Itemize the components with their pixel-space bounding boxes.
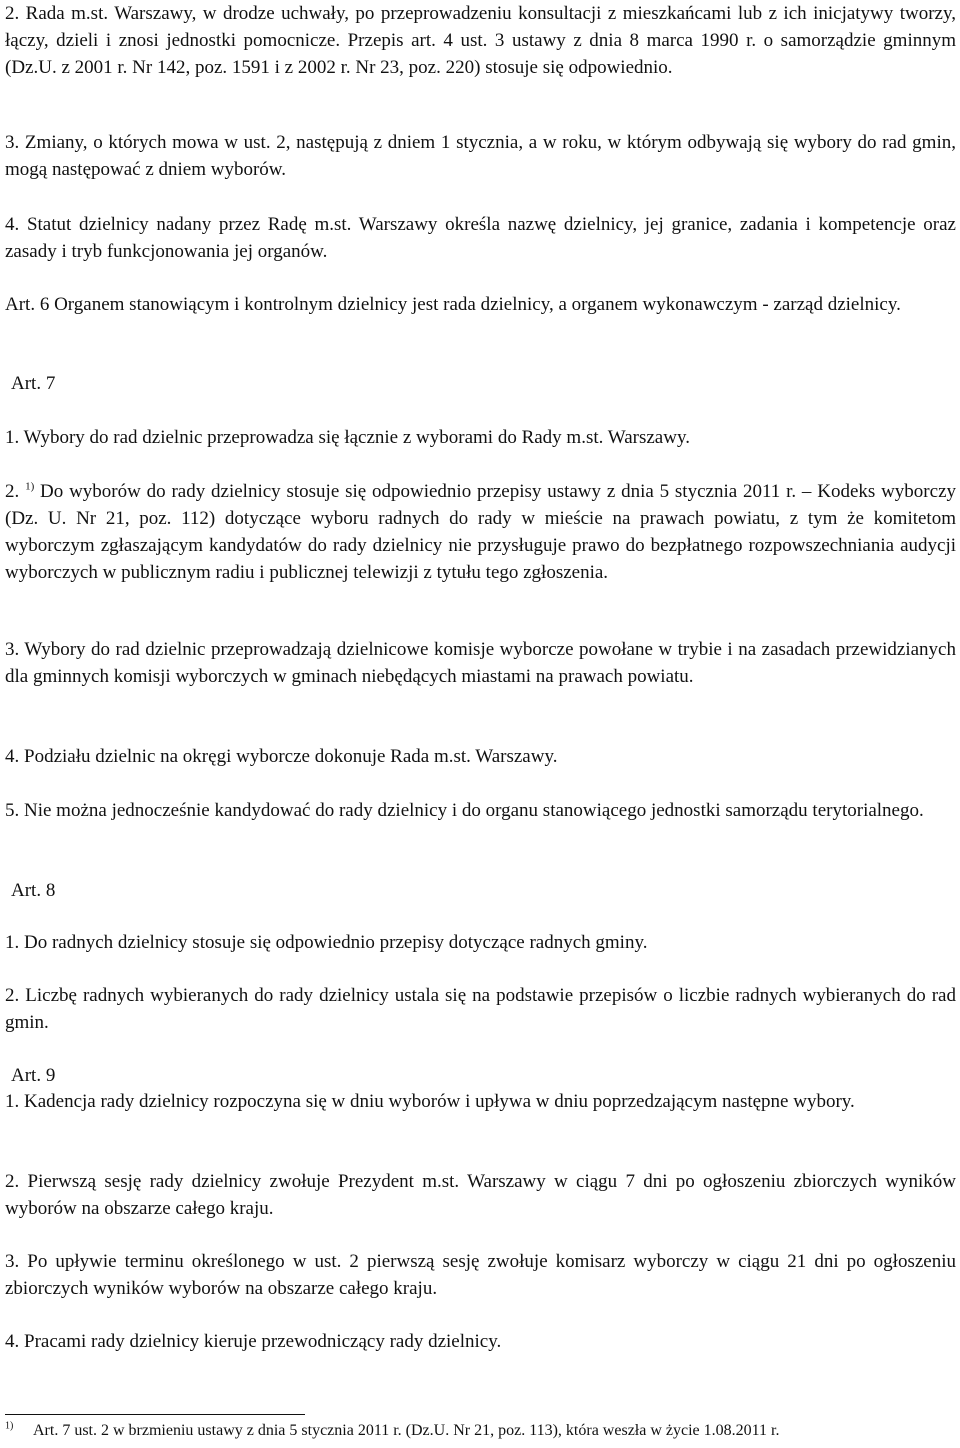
article-9-par-2: 2. Pierwszą sesję rady dzielnicy zwołuje Prezydent m.st. Warszawy w ciągu 7 dni po ogłoszeniu zbiorczych wyników wyborów na obszarze całego kraju. <box>5 1171 956 1219</box>
paragraph-3: 3. Zmiany, o których mowa w ust. 2, następują z dniem 1 stycznia, a w roku, w którym odbywają się wybory do rad gmin, mogą następować z dniem wyborów. <box>5 132 956 180</box>
article-8-heading: Art. 8 <box>11 880 56 901</box>
article-7-par-4: 4. Podziału dzielnic na okręgi wyborcze dokonuje Rada m.st. Warszawy. <box>5 746 558 767</box>
article-7-heading: Art. 7 <box>11 373 56 394</box>
footnote <box>5 1420 955 1442</box>
footnote-marker: 1) <box>5 1420 14 1432</box>
footnote-text: Art. 7 ust. 2 w brzmieniu ustawy z dnia 5 stycznia 2011 r. (Dz.U. Nr 21, poz. 113), która weszła w życie 1.08.2011 r. <box>33 1422 780 1439</box>
footnote-reference[interactable]: 1) <box>25 480 35 493</box>
article-9-par-3: 3. Po upływie terminu określonego w ust. 2 pierwszą sesję zwołuje komisarz wyborczy w ciągu 21 dni po ogłoszeniu zbiorczych wyników wyborów na obszarze całego kraju. <box>5 1251 956 1299</box>
article-7-par-2-number: 2. <box>5 481 20 502</box>
paragraph-4: 4. Statut dzielnicy nadany przez Radę m.st. Warszawy określa nazwę dzielnicy, jej granice, zadania i kompetencje oraz zasady i tryb funkcjonowania jej organów. <box>5 214 956 262</box>
article-7-par-2 <box>5 478 956 586</box>
article-7-par-3: 3. Wybory do rad dzielnic przeprowadzają dzielnicowe komisje wyborcze powołane w trybie i na zasadach przewidzianych dla gminnych komisji wyborczych w gminach niebędących miastami na prawach powiatu. <box>5 639 956 687</box>
article-9-heading: Art. 9 <box>11 1065 56 1086</box>
article-8-par-1: 1. Do radnych dzielnicy stosuje się odpowiednio przepisy dotyczące radnych gminy. <box>5 932 648 953</box>
paragraph-2: 2. Rada m.st. Warszawy, w drodze uchwały, po przeprowadzeniu konsultacji z mieszkańcami lub z ich inicjatywy tworzy, łączy, dzieli i znosi jednostki pomocnicze. Przepis art. 4 ust. 3 ustawy z dnia 8 marca 1990 r. o samorządzie gminnym (Dz.U. z 2001 r. Nr 142, poz. 1591 i z 2002 r. Nr 23, poz. 220) stosuje się odpowiednio. <box>5 3 956 78</box>
footnote-separator <box>5 1414 305 1415</box>
article-7-par-2-text: Do wyborów do rady dzielnicy stosuje się odpowiednio przepisy ustawy z dnia 5 stycznia 2011 r. – Kodeks wyborczy (Dz. U. Nr 21, poz. 112) dotyczące wyboru radnych do rady w mieście na prawach powiatu, z tym że komitetom wyborczym zgłaszającym kandydatów do rady dzielnicy nie przysługuje prawo do bezpłatnego rozpowszechniania audycji wyborczych w publicznym radiu i publicznej telewizji z tytułu tego zgłoszenia. <box>5 481 957 583</box>
article-7-par-5: 5. Nie można jednocześnie kandydować do rady dzielnicy i do organu stanowiącego jednostki samorządu terytorialnego. <box>5 800 924 821</box>
article-9-par-4: 4. Pracami rady dzielnicy kieruje przewodniczący rady dzielnicy. <box>5 1331 502 1352</box>
article-9-par-1: 1. Kadencja rady dzielnicy rozpoczyna się w dniu wyborów i upływa w dniu poprzedzającym następne wybory. <box>5 1091 855 1112</box>
article-8-par-2: 2. Liczbę radnych wybieranych do rady dzielnicy ustala się na podstawie przepisów o liczbie radnych wybieranych do rad gmin. <box>5 985 956 1033</box>
article-6: Art. 6 Organem stanowiącym i kontrolnym dzielnicy jest rada dzielnicy, a organem wykonawczym - zarząd dzielnicy. <box>5 294 901 315</box>
article-7-par-1: 1. Wybory do rad dzielnic przeprowadza się łącznie z wyborami do Rady m.st. Warszawy. <box>5 427 690 448</box>
